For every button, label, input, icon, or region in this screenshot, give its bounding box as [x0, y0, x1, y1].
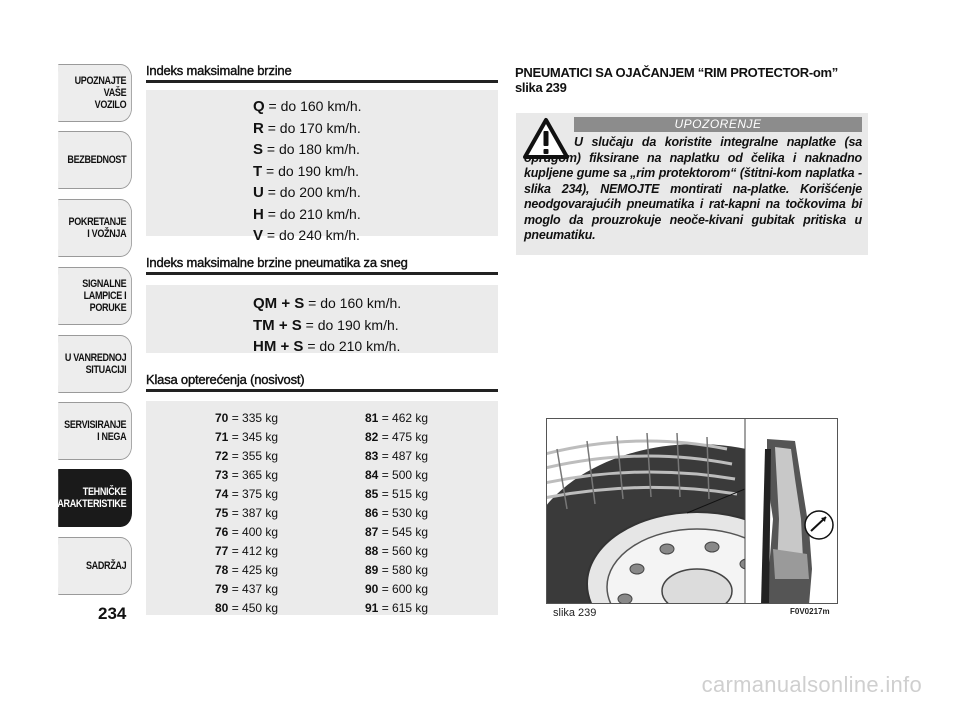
list-item: 81 = 462 kg	[365, 411, 429, 425]
list-item: 73 = 365 kg	[215, 468, 279, 482]
watermark: carmanualsonline.info	[701, 671, 922, 697]
load-class-column-1	[215, 409, 278, 618]
snow-index-box	[146, 285, 498, 353]
list-item: 74 = 375 kg	[215, 487, 279, 501]
load-class-column-2	[365, 409, 428, 618]
list-item: 80 = 450 kg	[215, 601, 279, 615]
load-class-box	[146, 401, 498, 615]
list-item: 78 = 425 kg	[215, 563, 279, 577]
tab-servisiranje-i-nega[interactable]: SERVISIRANJE I NEGA	[58, 402, 132, 460]
list-item: H = do 210 km/h.	[253, 205, 361, 223]
list-item: 72 = 355 kg	[215, 449, 279, 463]
list-item: 87 = 545 kg	[365, 525, 429, 539]
warning-box	[516, 113, 868, 255]
list-item: 85 = 515 kg	[365, 487, 429, 501]
list-item: S = do 180 km/h.	[253, 141, 360, 158]
tab-u-vanrednoj-situaciji[interactable]: U VANREDNOJ SITUACIJI	[58, 335, 132, 393]
rim-protector-title-block	[515, 65, 875, 95]
list-item: 71 = 345 kg	[215, 430, 279, 444]
list-item: QM + S = do 160 km/h.	[253, 295, 402, 312]
tire-rim-protector-illustration	[546, 418, 838, 604]
list-item: 83 = 487 kg	[365, 449, 429, 463]
tire-illustration	[547, 419, 838, 604]
list-item: Q = do 160 km/h.	[253, 98, 362, 115]
list-item: 91 = 615 kg	[365, 601, 429, 615]
tab-upoznajte-vase-vozilo[interactable]: UPOZNAJTE VAŠE VOZILO	[58, 64, 132, 122]
tab-signalne-lampice[interactable]: SIGNALNE LAMPICE I PORUKE	[58, 267, 132, 325]
list-item: 89 = 580 kg	[365, 563, 429, 577]
warning-label: UPOZORENJE	[574, 117, 862, 132]
tab-tehnicke-karakteristike[interactable]: TEHNIČKE KARAKTERISTIKE	[58, 469, 132, 527]
tab-pokretanje-i-voznja[interactable]: POKRETANJE I VOŽNJA	[58, 199, 132, 257]
list-item: T = do 190 km/h.	[253, 162, 360, 180]
figure-caption: slika 239	[553, 607, 597, 619]
list-item: R = do 170 km/h.	[253, 119, 361, 137]
snow-index-list	[146, 285, 498, 358]
list-item: 75 = 387 kg	[215, 506, 279, 520]
list-item: 82 = 475 kg	[365, 430, 429, 444]
list-item: U = do 200 km/h.	[253, 184, 361, 201]
list-item: 86 = 530 kg	[365, 506, 429, 520]
load-class-heading: Klasa opterećenja (nosivost)	[146, 372, 498, 392]
tab-bezbednost[interactable]: BEZBEDNOST	[58, 131, 132, 189]
list-item: 79 = 437 kg	[215, 582, 279, 596]
list-item: V = do 240 km/h.	[253, 227, 360, 244]
figure-code: F0V0217m	[790, 607, 830, 616]
list-item: 70 = 335 kg	[215, 411, 279, 425]
warning-text: U slučaju da koristite integralne naplatke (sa oprugom) fiksirane na naplatku od čelika i naknadno kupljene gume sa „rim protektorom“ (štitni-kom naplatka - slika 234), NEMOJTE montirati na-platke. Korišćenje neodgovarajućih pneumatika i rat-kapni na točkovima bi moglo da prouzrokuje neoče-kivani gubitak pritiska u pneumatiku.	[524, 135, 862, 242]
list-item: 76 = 400 kg	[215, 525, 279, 539]
speed-index-heading: Indeks maksimalne brzine	[146, 63, 498, 83]
list-item: 90 = 600 kg	[365, 582, 429, 596]
section-title: PNEUMATICI SA OJAČANJEM “RIM PROTECTOR-om”	[515, 65, 839, 80]
section-subtitle: slika 239	[515, 80, 567, 95]
list-item: 84 = 500 kg	[365, 468, 429, 482]
list-item: HM + S = do 210 km/h.	[253, 338, 401, 355]
list-item: 88 = 560 kg	[365, 544, 429, 558]
snow-index-heading: Indeks maksimalne brzine pneumatika za sneg	[146, 255, 498, 275]
speed-index-list	[146, 90, 498, 247]
list-item: TM + S = do 190 km/h.	[253, 316, 399, 334]
speed-index-box	[146, 90, 498, 244]
tab-sadrzaj[interactable]: SADRŽAJ	[58, 537, 132, 595]
list-item: 77 = 412 kg	[215, 544, 279, 558]
page-number: 234	[98, 604, 127, 623]
